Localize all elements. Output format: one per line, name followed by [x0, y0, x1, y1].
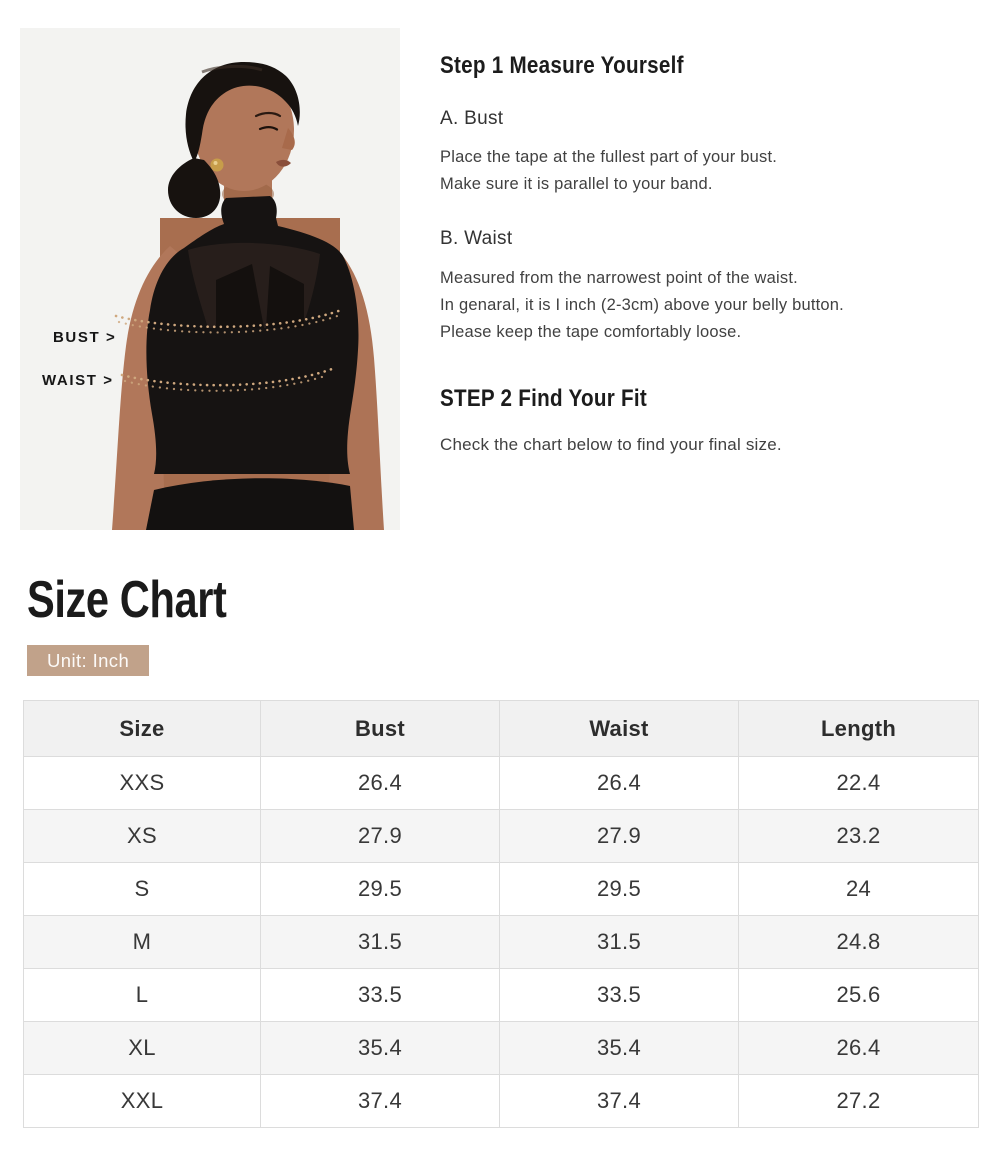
bust-section-label: A. Bust [440, 108, 504, 129]
waist-marker-label: WAIST > [42, 372, 114, 389]
cell-bust: 31.5 [261, 916, 500, 969]
cell-length: 24.8 [739, 916, 979, 969]
cell-bust: 33.5 [261, 969, 500, 1022]
waist-instructions [440, 265, 844, 346]
cell-bust: 37.4 [261, 1075, 500, 1128]
cell-size: M [24, 916, 261, 969]
cell-length: 25.6 [739, 969, 979, 1022]
cell-length: 27.2 [739, 1075, 979, 1128]
table-row-xl [24, 1022, 979, 1075]
table-row-l [24, 969, 979, 1022]
cell-waist: 29.5 [500, 863, 739, 916]
cell-waist: 26.4 [500, 757, 739, 810]
bust-instruction-line: Make sure it is parallel to your band. [440, 175, 713, 193]
waist-instruction-line: In genaral, it is I inch (2-3cm) above your belly button. [440, 296, 844, 314]
cell-length: 23.2 [739, 810, 979, 863]
waist-instruction-line: Measured from the narrowest point of the waist. [440, 269, 798, 287]
cell-bust: 29.5 [261, 863, 500, 916]
cell-bust: 27.9 [261, 810, 500, 863]
cell-bust: 35.4 [261, 1022, 500, 1075]
col-header-length: Length [739, 701, 979, 757]
cell-waist: 31.5 [500, 916, 739, 969]
step2-title: STEP 2 Find Your Fit [440, 385, 648, 412]
cell-waist: 37.4 [500, 1075, 739, 1128]
waist-section-label: B. Waist [440, 228, 513, 249]
cell-waist: 27.9 [500, 810, 739, 863]
cell-size: XXL [24, 1075, 261, 1128]
model-photo [20, 28, 400, 530]
step2-text: Check the chart below to find your final size. [440, 435, 782, 454]
col-header-size: Size [24, 701, 261, 757]
size-chart-table [23, 700, 979, 1128]
cell-waist: 33.5 [500, 969, 739, 1022]
cell-length: 24 [739, 863, 979, 916]
bust-instructions [440, 144, 777, 198]
cell-bust: 26.4 [261, 757, 500, 810]
cell-size: L [24, 969, 261, 1022]
waist-instruction-line: Please keep the tape comfortably loose. [440, 323, 742, 341]
size-chart-title: Size Chart [27, 571, 227, 629]
header-row [24, 701, 979, 757]
table-row-xxs [24, 757, 979, 810]
col-header-waist: Waist [500, 701, 739, 757]
table-row-m [24, 916, 979, 969]
cell-waist: 35.4 [500, 1022, 739, 1075]
table-row-xs [24, 810, 979, 863]
cell-length: 22.4 [739, 757, 979, 810]
cell-size: XXS [24, 757, 261, 810]
bust-marker-label: BUST > [53, 329, 117, 346]
earring-highlight [214, 161, 218, 165]
cell-size: XL [24, 1022, 261, 1075]
gold-earring [211, 159, 224, 172]
step1-title: Step 1 Measure Yourself [440, 52, 684, 79]
bust-instruction-line: Place the tape at the fullest part of your bust. [440, 148, 778, 166]
table-row-s [24, 863, 979, 916]
col-header-bust: Bust [261, 701, 500, 757]
model-skirt [146, 478, 354, 530]
cell-size: S [24, 863, 261, 916]
model-illustration [20, 28, 400, 530]
cell-size: XS [24, 810, 261, 863]
cell-length: 26.4 [739, 1022, 979, 1075]
unit-badge: Unit: Inch [27, 645, 149, 676]
table-row-xxl [24, 1075, 979, 1128]
